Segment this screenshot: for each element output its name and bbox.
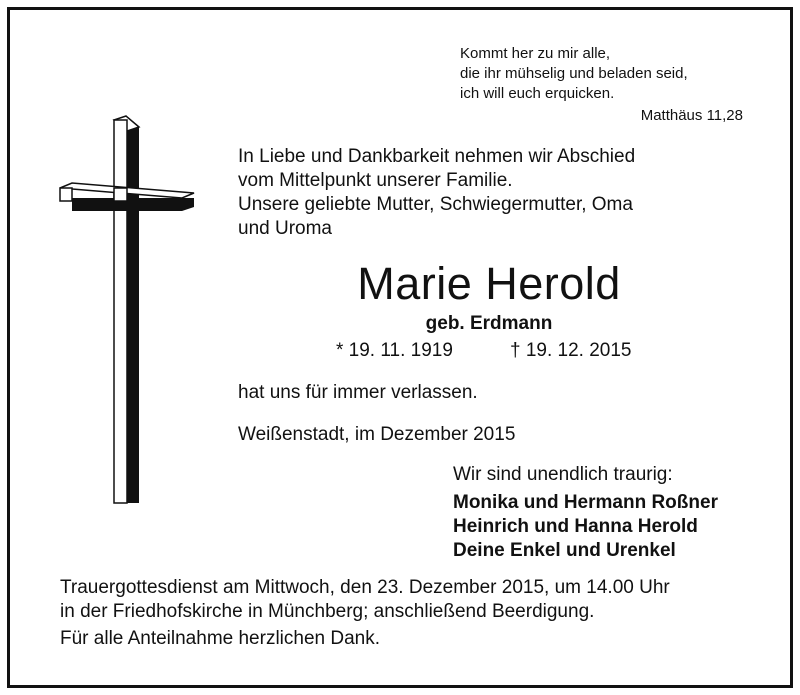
mourner-name: Deine Enkel und Urenkel [453, 540, 676, 561]
bible-verse [460, 44, 688, 104]
place-date: Weißenstadt, im Dezember 2015 [238, 424, 516, 445]
verse-line: die ihr mühselig und beladen seid, [460, 65, 688, 82]
mourner-name: Heinrich und Hanna Herold [453, 516, 698, 537]
verse-line: ich will euch erquicken. [460, 85, 615, 102]
intro-line: In Liebe und Dankbarkeit nehmen wir Abschied [238, 146, 636, 167]
service-line: in der Friedhofskirche in Münchberg; anschließend Beerdigung. [60, 601, 595, 622]
service-line: Trauergottesdienst am Mittwoch, den 23. Dezember 2015, um 14.00 Uhr [60, 577, 670, 598]
mourner-name: Monika und Hermann Roßner [453, 492, 718, 513]
verse-line: Kommt her zu mir alle, [460, 45, 611, 62]
intro-line: vom Mittelpunkt unserer Familie. [238, 170, 513, 191]
intro-line: Unsere geliebte Mutter, Schwiegermutter, Oma [238, 194, 633, 215]
passed-text: hat uns für immer verlassen. [238, 382, 478, 403]
deceased-name: Marie Herold [357, 258, 621, 309]
service-info [60, 576, 670, 624]
verse-reference: Matthäus 11,28 [640, 107, 743, 124]
thanks-text: Für alle Anteilnahme herzlichen Dank. [60, 628, 381, 649]
intro-line: und Uroma [238, 218, 332, 239]
maiden-name: geb. Erdmann [425, 313, 553, 334]
death-date: † 19. 12. 2015 [510, 340, 632, 361]
intro-text [238, 145, 635, 241]
mourners-list [453, 491, 718, 563]
mourners-lead: Wir sind unendlich traurig: [453, 464, 673, 485]
birth-date: * 19. 11. 1919 [336, 340, 453, 361]
